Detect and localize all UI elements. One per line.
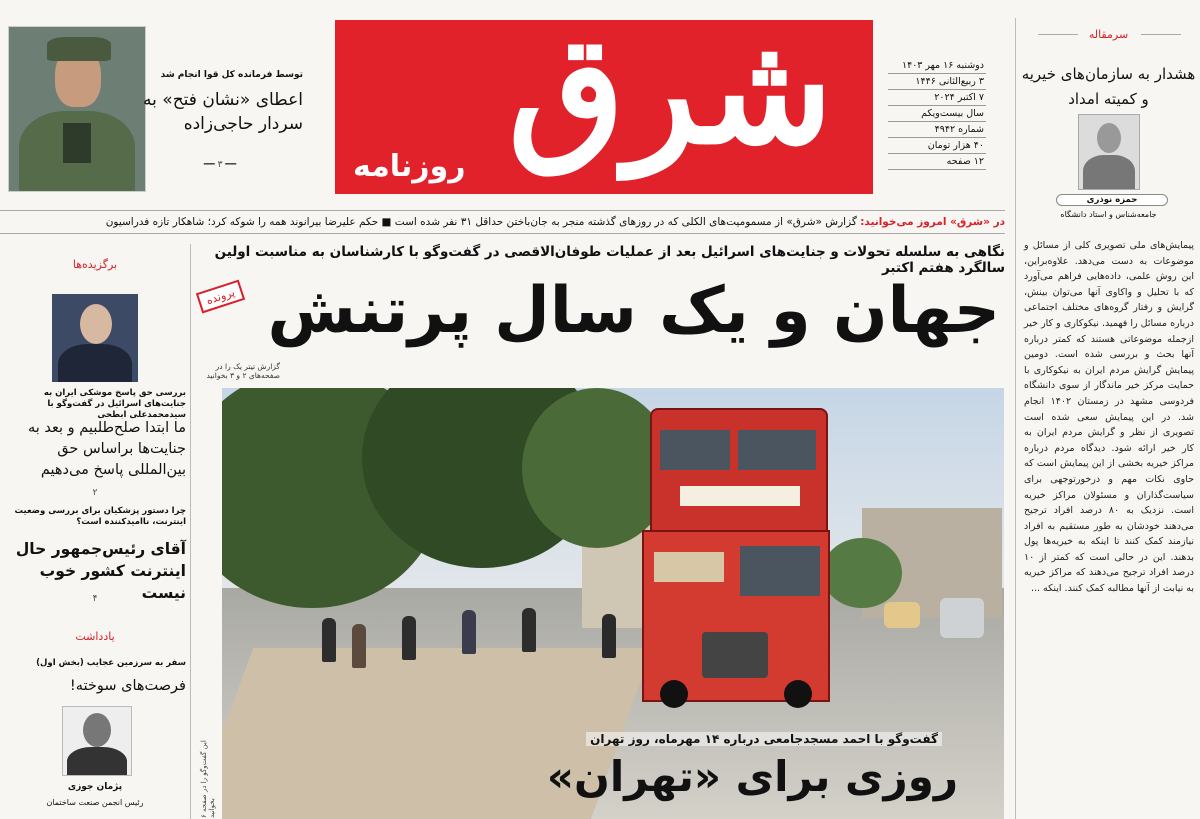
section-label-note: یادداشت	[75, 630, 115, 643]
photo-credit: این گفت‌وگو را در صفحه ۶ بخوانید	[200, 740, 216, 818]
in-this-issue-ticker	[0, 210, 1005, 234]
dossier-stamp: پرونده	[196, 280, 245, 314]
item2-title[interactable]: آقای رئیس‌جمهور حال اینترنت کشور خوب نیست	[15, 540, 186, 602]
photo-title[interactable]: روزی برای «تهران»	[546, 752, 958, 801]
issue-number: شماره ۴۹۴۲	[888, 122, 986, 138]
ticker-text[interactable]: گزارش «شرق» از مسمومیت‌های الکلی که در روزهای گذشته منجر به جان‌باختن حداقل ۳۱ نفر شده است ■ حکم علیرضا بیرانوند همه را شوکه کرد؛ شاهکار تازه فدراسیون	[105, 216, 857, 228]
issue-gregorian-date: ۷ اکتبر ۲۰۲۴	[888, 90, 986, 106]
masthead-logo	[335, 20, 873, 194]
item1-title[interactable]: ما ابتدا صلح‌طلبیم و بعد به جنایت‌ها براساس حق بین‌المللی پاسخ می‌دهیم	[28, 420, 186, 478]
issue-pages: ۱۲ صفحه	[888, 154, 986, 170]
item3-title[interactable]: فرصت‌های سوخته!	[69, 678, 186, 694]
author-avatar	[1078, 114, 1140, 190]
main-headline[interactable]: جهان و یک سال پرتنش	[267, 274, 1000, 348]
editorial-label: سرمقاله	[1088, 28, 1129, 41]
issue-info	[888, 58, 986, 170]
item3-kicker: سفر به سرزمین عجایب (بخش اول)	[36, 658, 186, 668]
issue-date: دوشنبه ۱۶ مهر ۱۴۰۳	[888, 58, 986, 74]
editorial-body: پیمایش‌های ملی تصویری کلی از مسائل و موضوعات به دست می‌دهد. علاوه‌براین، این روش علمی، داده‌هایی فراهم می‌آورد که با تحلیل و واکاوی آنها می‌توان بینش، گرایش و رفتار گروه‌های مختلف اجتماعی درباره مسائل را فهمید. نیکوکاری و کار خیر ازجمله موضوعاتی هستند که کمتر درباره آنها بحث و بررسی شده است. دومین پیمایش گرایش مردم ایران به نیکوکاری با حمایت مرکز خیر ماندگار از سوی دانشگاه فردوسی مشهد در زمستان ۱۴۰۲ انجام شد. در این پیمایش سعی شده است تصویری از نظر و گرایش مردم ایران به کار خیر ارائه شود. دیدگاه مردم درباره مراکز خیریه بخشی از این پیمایش است که حاوی نکات مهم و درخورتوجهی برای سیاست‌گذاران و مسئولان مراکز خیریه است. نزدیک به ۸۰ درصد افراد ترجیح می‌دهند خودشان به طور مستقیم به افراد نیازمند کمک کنند تا اینکه به خیریه‌ها پول بدهند. این در حالی است که کمتر از ۱۰ درصد افراد ترجیح می‌دهند که مراکز خیریه به نیابت از آنها مطالبه کمک کنند. اینکه ...	[1024, 240, 1194, 595]
featured-photo	[52, 294, 138, 382]
logo-text: شرق	[508, 20, 833, 178]
editorial-title[interactable]: هشدار به سازمان‌های خیریه و کمیته امداد	[1021, 65, 1196, 108]
main-kicker: نگاهی به سلسله تحولات و جنایت‌های اسرائیل بعد از عملیات طوفان‌الاقصی در گفت‌وگو با کارشناسان به مناسبت اولین سالگرد هفتم اکتبر	[214, 244, 1005, 276]
ticker-lead: در «شرق» امروز می‌خوانید:	[860, 216, 1005, 228]
note-author-avatar	[62, 706, 132, 776]
main-report-ref: گزارش تیتر یک را در صفحه‌های ۲ و ۳ بخوانید	[206, 362, 280, 380]
item2-page: ۴	[92, 594, 98, 604]
author-role: جامعه‌شناس و استاد دانشگاه	[1060, 210, 1157, 219]
note-author-role: رئیس انجمن صنعت ساختمان	[46, 798, 144, 807]
issue-price: ۴۰ هزار تومان	[888, 138, 986, 154]
item1-kicker: بررسی حق پاسخ موشکی ایران به جنایت‌های اسرائیل در گفت‌وگو با سیدمحمدعلی ابطحی	[43, 388, 186, 420]
photo-kicker: گفت‌وگو با احمد مسجدجامعی درباره ۱۴ مهرماه، روز تهران	[586, 732, 942, 746]
item2-kicker: چرا دستور پزشکیان برای بررسی وضعیت اینترنت، ناامیدکننده است؟	[14, 506, 186, 527]
author-name: حمزه نوذری	[1056, 194, 1168, 206]
logo-subtitle: روزنامه	[353, 149, 466, 184]
lead-kicker: توسط فرمانده کل قوا انجام شد	[160, 70, 303, 80]
item1-page: ۲	[92, 488, 98, 498]
page-ref: ━━ ۳ ━━	[203, 160, 237, 170]
left-column	[0, 244, 191, 819]
general-photo	[8, 26, 146, 192]
editorial-column	[1015, 18, 1200, 819]
note-author-name: پژمان جوزی	[67, 782, 123, 792]
section-label-featured: برگزیده‌ها	[72, 258, 118, 271]
lead-title[interactable]: اعطای «نشان فتح» به سردار حاجی‌زاده	[143, 90, 303, 134]
issue-hijri-date: ۳ ربیع‌الثانی ۱۴۴۶	[888, 74, 986, 90]
issue-year: سال بیست‌ویکم	[888, 106, 986, 122]
